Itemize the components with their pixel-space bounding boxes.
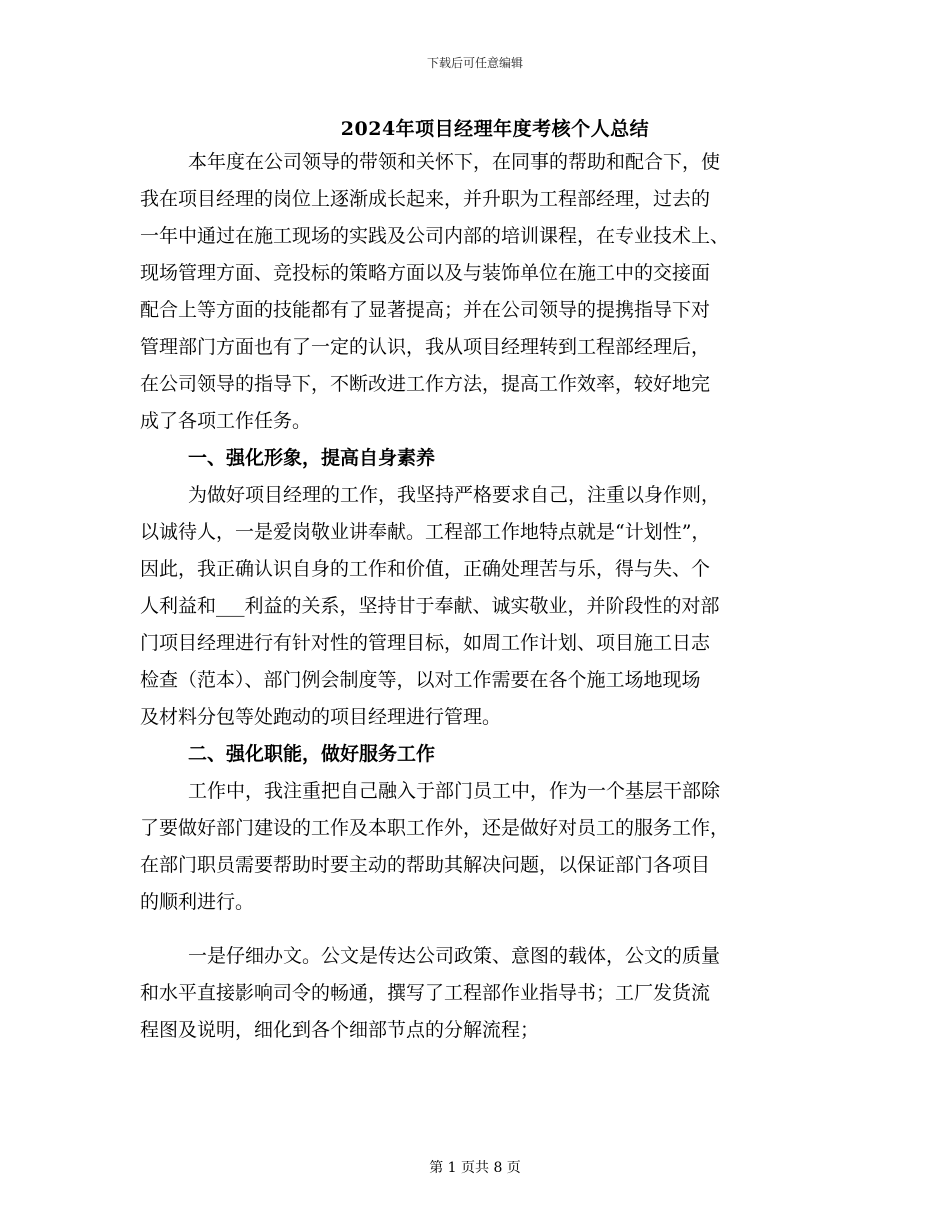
- section-heading: 二、强化职能，做好服务工作: [188, 743, 436, 765]
- paragraph-line: 本年度在公司领导的带领和关怀下，在同事的帮助和配合下，使: [188, 151, 721, 173]
- paragraph-line: 成了各项工作任务。: [140, 410, 312, 432]
- paragraph-line: 了要做好部门建设的工作及本职工作外，还是做好对员工的服务工作，: [140, 817, 730, 839]
- paragraph-line: 管理部门方面也有了一定的认识，我从项目经理转到工程部经理后，: [140, 336, 711, 358]
- paragraph-line: 和水平直接影响司令的畅通，撰写了工程部作业指导书；工厂发货流: [140, 982, 711, 1004]
- paragraph-line: 门项目经理进行有针对性的管理目标，如周工作计划、项目施工日志: [140, 632, 711, 654]
- paragraph-line: 工作中，我注重把自己融入于部门员工中，作为一个基层干部除: [188, 780, 721, 802]
- header-note: 下载后可任意编辑: [426, 56, 523, 70]
- paragraph-line: 人利益和___利益的关系，坚持甘于奉献、诚实敬业，并阶段性的对部: [140, 595, 720, 617]
- document-title: 2024年项目经理年度考核个人总结: [340, 118, 650, 140]
- paragraph-line: 配合上等方面的技能都有了显著提高；并在公司领导的提携指导下对: [140, 299, 711, 321]
- section-heading: 一、强化形象，提高自身素养: [188, 447, 436, 469]
- paragraph-line: 现场管理方面、竞投标的策略方面以及与装饰单位在施工中的交接面: [140, 262, 711, 284]
- paragraph-line: 的顺利进行。: [140, 891, 255, 913]
- document-body: [140, 144, 800, 1049]
- paragraph-line: 在部门职员需要帮助时要主动的帮助其解决问题，以保证部门各项目: [140, 854, 711, 876]
- paragraph-line: 检查（范本）、部门例会制度等，以对工作需要在各个施工场地现场: [140, 669, 701, 691]
- paragraph-line: 及材料分包等处跑动的项目经理进行管理。: [140, 706, 502, 728]
- paragraph-line: 我在项目经理的岗位上逐渐成长起来，并升职为工程部经理，过去的: [140, 188, 711, 210]
- paragraph-line: 一是仔细办文。公文是传达公司政策、意图的载体，公文的质量: [188, 945, 721, 967]
- paragraph-line: 为做好项目经理的工作，我坚持严格要求自己，注重以身作则，: [188, 484, 721, 506]
- paragraph-line: 以诚待人，一是爱岗敬业讲奉献。工程部工作地特点就是“计划性”，: [140, 521, 711, 543]
- paragraph-line: 因此，我正确认识自身的工作和价值，正确处理苦与乐，得与失、个: [140, 558, 711, 580]
- page-footer: 第 1 页共 8 页: [429, 1160, 521, 1176]
- paragraph-line: 一年中通过在施工现场的实践及公司内部的培训课程，在专业技术上、: [140, 225, 730, 247]
- paragraph-gap: [140, 921, 800, 938]
- paragraph-line: 在公司领导的指导下，不断改进工作方法，提高工作效率，较好地完: [140, 373, 711, 395]
- paragraph-line: 程图及说明，细化到各个细部节点的分解流程；: [140, 1019, 540, 1041]
